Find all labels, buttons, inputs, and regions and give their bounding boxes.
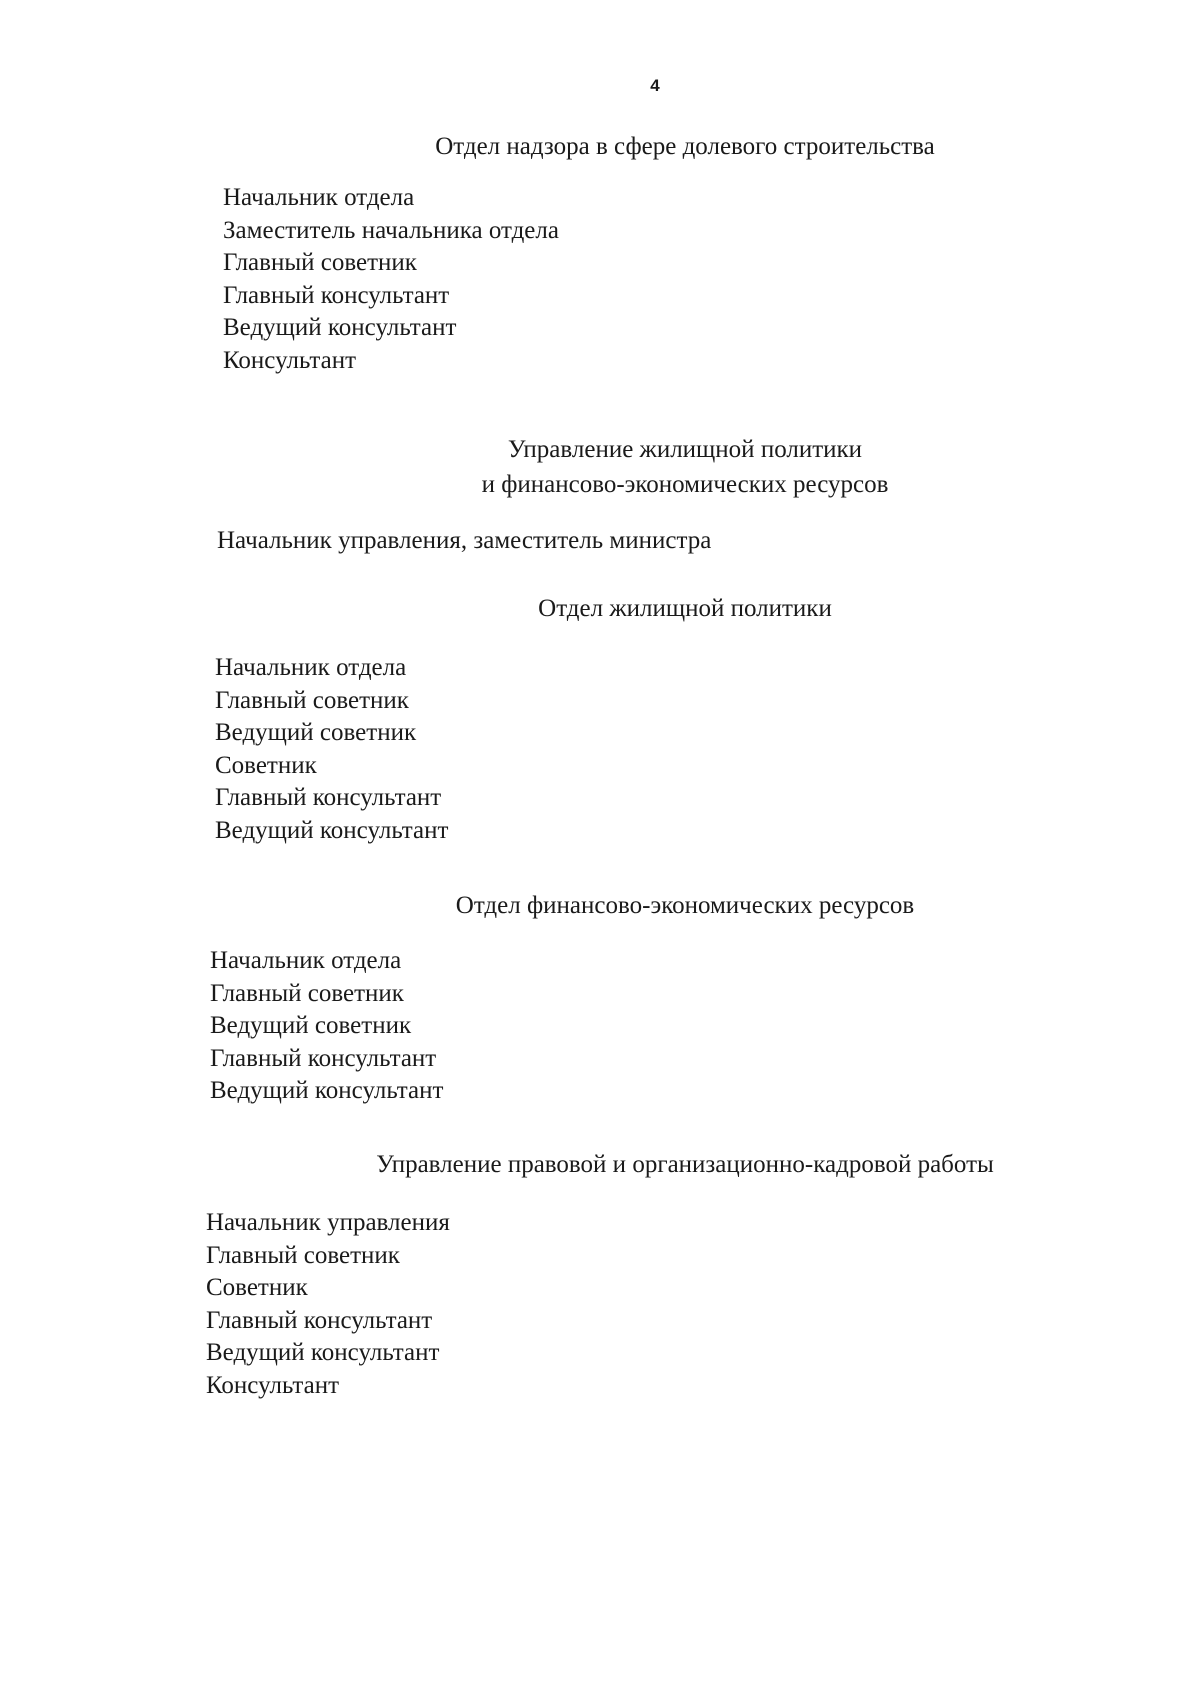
position-list-housing-policy <box>215 652 448 847</box>
section-heading-legal-hr: Управление правовой и организационно-кадровой работы <box>376 1151 994 1178</box>
section-heading-housing-policy: Отдел жилищной политики <box>538 595 832 622</box>
list-item: Консультант <box>223 346 357 374</box>
list-item: Ведущий консультант <box>210 1077 444 1104</box>
list-item: Главный консультант <box>215 784 442 811</box>
list-item: Консультант <box>206 1371 340 1399</box>
list-item: Главный советник <box>210 979 404 1007</box>
list-item: Главный советник <box>206 1241 400 1269</box>
head-position: Начальник управления, заместитель министра <box>217 527 712 554</box>
list-item: Ведущий консультант <box>206 1339 440 1366</box>
list-item: Начальник управления <box>206 1209 450 1236</box>
section-heading-financial-resources: Отдел финансово-экономических ресурсов <box>455 892 915 919</box>
list-item: Главный консультант <box>223 281 450 309</box>
position-list-construction-supervision <box>223 182 559 377</box>
section-heading-construction-supervision: Отдел надзора в сфере долевого строительства <box>435 133 935 160</box>
list-item: Советник <box>215 751 317 779</box>
position-list-legal-hr <box>206 1207 450 1402</box>
list-item: Начальник отдела <box>223 184 415 211</box>
list-item: Начальник отдела <box>210 947 402 974</box>
list-item: Ведущий консультант <box>215 816 449 844</box>
list-item: Ведущий советник <box>210 1012 412 1039</box>
list-item: Заместитель начальника отдела <box>223 216 559 244</box>
list-item: Главный консультант <box>210 1044 437 1072</box>
list-item: Главный советник <box>215 686 409 714</box>
list-item: Главный консультант <box>206 1306 433 1334</box>
list-item: Начальник отдела <box>215 654 407 681</box>
section-heading-housing-finance-line1: Управление жилищной политики <box>507 436 863 463</box>
list-item: Главный советник <box>223 249 417 276</box>
position-list-financial-resources <box>210 945 443 1108</box>
list-item: Ведущий консультант <box>223 314 457 341</box>
section-heading-housing-finance-line2: и финансово-экономических ресурсов <box>481 471 889 498</box>
list-item: Ведущий советник <box>215 719 417 746</box>
page-number: 4 <box>650 76 660 95</box>
list-item: Советник <box>206 1274 308 1301</box>
